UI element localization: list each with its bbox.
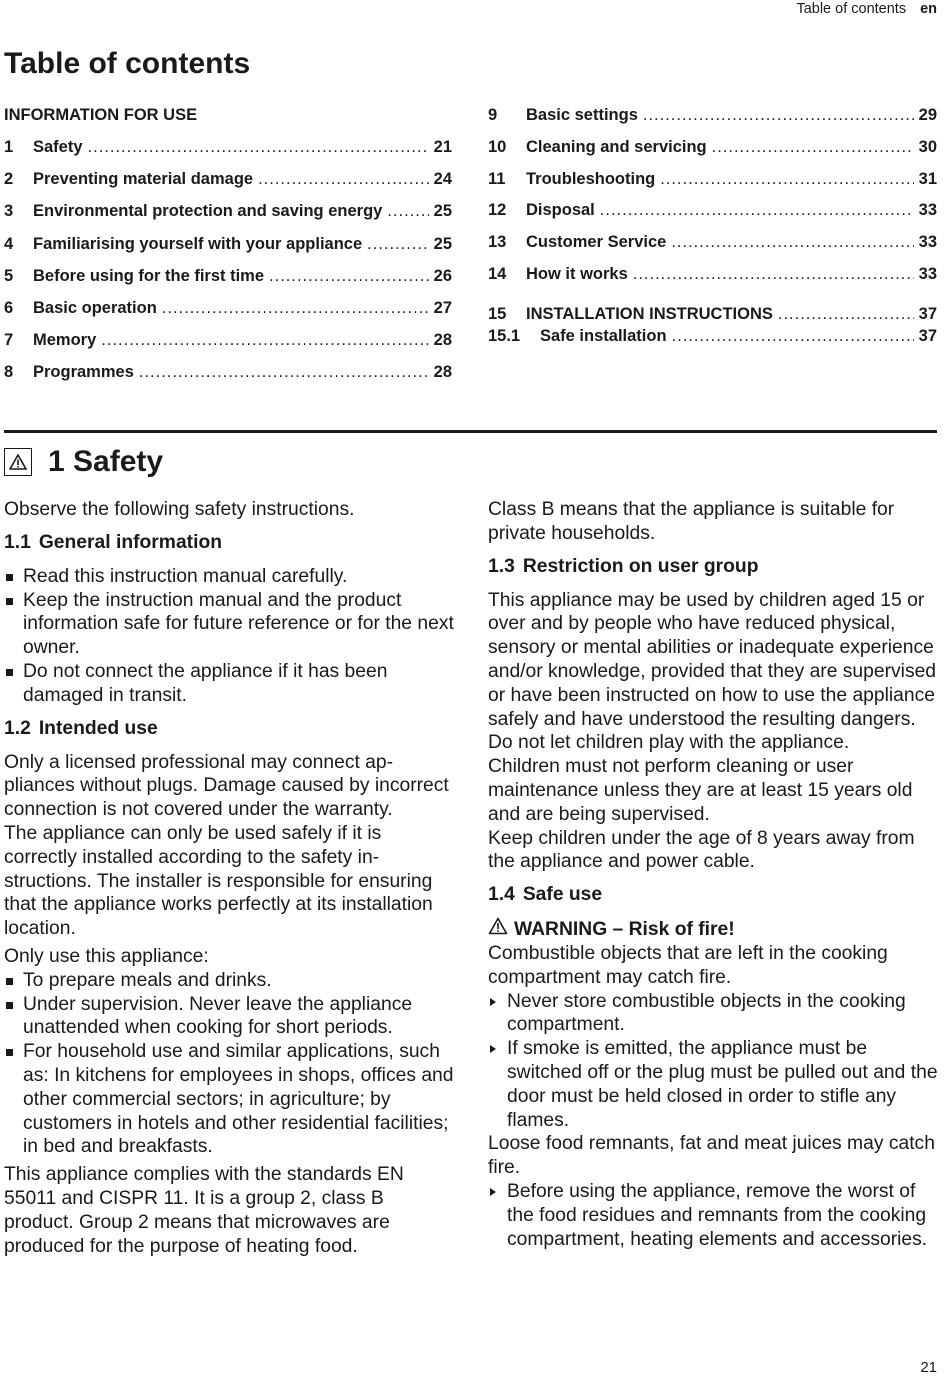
toc-entry[interactable]	[488, 230, 937, 254]
instruction-step: Before using the appliance, remove the worst of the food residues and remnants from the cooking compartment, heating elements and accessories.	[488, 1180, 938, 1251]
heading-number: 1.4	[488, 884, 515, 906]
heading-text: Restriction on user group	[522, 555, 759, 577]
toc-entry-installation[interactable]	[488, 303, 937, 325]
class-b-paragraph: Class B means that the appliance is suitable for private households.	[488, 499, 895, 544]
language-code: en	[920, 1, 937, 17]
instruction-step: Never store combustible objects in the cooking compartment.	[488, 990, 938, 1038]
toc-entry-page: 25	[433, 202, 452, 221]
toc-title: Table of contents	[4, 47, 251, 80]
toc-entry-number: 1	[4, 138, 14, 156]
toc-leader-dots	[258, 167, 429, 191]
restriction-paragraph: This appliance may be used by children aged 15 or over and by people who have reduced physical, sensory or mental abilities or inadequate experience and/or knowledge, provided that they are supervised or have been instructed on how to use the appliance safely and have understood the resulting dangers.	[488, 589, 937, 730]
toc-entry-number: 9	[488, 106, 498, 124]
intended-use-paragraph: The appliance can only be used safely if it is correctly installed according to the safety instructions. The installer is responsible for ensuring that the appliance works perfectly at its installation location.	[4, 822, 433, 940]
heading-text: Intended use	[38, 717, 158, 739]
toc-entry-page: 24	[433, 170, 452, 189]
toc-entry[interactable]	[488, 135, 937, 159]
intended-use-paragraph: Only a licensed professional may connect appliances without plugs. Damage caused by incorrect connection is not covered under the warranty.	[4, 751, 449, 821]
toc-leader-dots	[672, 325, 914, 347]
toc-entry-page: 37	[918, 326, 937, 345]
toc-entry[interactable]	[488, 167, 937, 191]
toc-leader-dots	[600, 198, 914, 222]
restriction-paragraph: Keep children under the age of 8 years away from the appliance and power cable.	[488, 827, 915, 873]
heading-intended-use	[4, 717, 456, 741]
list-item: Keep the instruction manual and the product information safe for future reference or for the next owner.	[4, 589, 456, 660]
body-left-column	[4, 498, 456, 1258]
toc-leader-dots	[387, 199, 428, 223]
toc-entry-page: 29	[918, 106, 937, 124]
food-remnants-instructions	[488, 1180, 938, 1251]
toc-entry-page: 25	[433, 234, 452, 253]
toc-entry[interactable]	[488, 103, 937, 127]
toc-entry-number: 15	[488, 304, 507, 323]
toc-entry-title: Before using for the first time	[33, 266, 265, 285]
toc-entry-page: 31	[918, 169, 937, 188]
toc-entry-title: Safe installation	[540, 326, 667, 345]
warning-triangle-icon	[4, 448, 32, 476]
heading-text: Safe use	[522, 884, 603, 906]
heading-text: General information	[38, 531, 223, 553]
toc-entry-title: Customer Service	[526, 233, 667, 252]
heading-number: 1.1	[4, 531, 31, 553]
safety-heading	[4, 442, 163, 482]
toc-entry-title: Memory	[33, 331, 97, 350]
toc-entry[interactable]	[4, 296, 452, 320]
toc-leader-dots	[778, 303, 914, 325]
toc-entry-number: 3	[4, 202, 14, 221]
toc-entry[interactable]	[4, 199, 452, 223]
toc-leader-dots	[162, 296, 429, 320]
toc-entry-page: 33	[918, 264, 937, 283]
safety-number: 1	[48, 445, 65, 478]
toc-leader-dots	[633, 262, 914, 286]
heading-safe-use	[488, 883, 938, 907]
safety-title-text: Safety	[73, 445, 164, 478]
toc-entry-title: How it works	[526, 264, 628, 283]
toc-section-label: INFORMATION FOR USE	[4, 106, 198, 124]
safety-intro: Observe the following safety instructions.	[4, 499, 355, 520]
toc-entry-page: 33	[918, 201, 937, 220]
toc-entry-page: 26	[433, 266, 452, 285]
fire-instructions-list	[488, 990, 938, 1133]
toc-entry[interactable]	[4, 167, 452, 191]
toc-subentry-safe-installation[interactable]	[488, 325, 937, 347]
toc-entry-number: 10	[488, 137, 507, 156]
toc-entry-number: 4	[4, 234, 14, 253]
only-use-label: Only use this appliance:	[4, 945, 209, 967]
toc-entry-title: Troubleshooting	[526, 169, 656, 188]
toc-entry-page: 28	[433, 363, 452, 382]
toc-leader-dots	[101, 328, 428, 352]
toc-entry-page: 37	[918, 304, 937, 323]
toc-entry-title: Preventing material damage	[33, 170, 254, 189]
intended-use-list	[4, 969, 456, 1159]
food-remnants-paragraph: Loose food remnants, fat and meat juices may catch fire.	[488, 1133, 935, 1179]
toc-entry-page: 30	[918, 137, 937, 156]
body-right-column	[488, 498, 938, 1251]
toc-entry[interactable]	[4, 232, 452, 256]
toc-entry[interactable]	[4, 135, 452, 159]
toc-entry-title: Environmental protection and saving energy	[33, 202, 383, 221]
toc-entry-title: Programmes	[33, 363, 134, 382]
section-divider	[4, 430, 937, 433]
toc-leader-dots	[643, 103, 914, 127]
toc-entry-number: 13	[488, 233, 507, 252]
toc-entry-number: 5	[4, 266, 14, 285]
heading-restriction-user-group	[488, 555, 938, 579]
list-item: For household use and similar applications, such as: In kitchens for employees in shops, offices and other commercial sectors; in agriculture; by customers in hotels and other residential facilities; in bed and breakfasts.	[4, 1040, 456, 1159]
toc-entry[interactable]	[4, 360, 452, 384]
safety-title	[48, 442, 163, 482]
toc-entry-number: 7	[4, 331, 14, 350]
toc-entry[interactable]	[488, 198, 937, 222]
restriction-paragraph: Do not let children play with the appliance.	[488, 732, 850, 754]
toc-entry[interactable]	[4, 264, 452, 288]
toc-spacer	[488, 294, 937, 303]
running-header	[796, 0, 937, 18]
warning-title-text: WARNING – Risk of fire!	[514, 918, 735, 940]
fire-warning-title	[488, 917, 938, 942]
toc-entry-number: 15.1	[488, 326, 521, 345]
toc-entry-number: 8	[4, 363, 14, 382]
toc-leader-dots	[88, 135, 429, 159]
toc-entry-title: Safety	[33, 138, 83, 156]
warning-triangle-icon	[488, 917, 508, 942]
toc-entry-title: INSTALLATION INSTRUCTIONS	[526, 304, 773, 323]
toc-entry-page: 33	[918, 233, 937, 252]
heading-number: 1.2	[4, 717, 31, 739]
heading-general-information	[4, 531, 456, 555]
page-number: 21	[920, 1359, 937, 1376]
toc-right-column	[488, 103, 937, 347]
toc-leader-dots	[139, 360, 429, 384]
toc-entry-number: 12	[488, 201, 507, 220]
toc-entry-number: 14	[488, 264, 507, 283]
toc-entry[interactable]	[4, 328, 452, 352]
general-information-list	[4, 565, 456, 708]
toc-entry-page: 21	[433, 138, 452, 156]
warning-text: Combustible objects that are left in the cooking compartment may catch fire.	[488, 942, 888, 988]
toc-leader-dots	[671, 230, 913, 254]
list-item: Under supervision. Never leave the appliance unattended when cooking for short periods.	[4, 993, 456, 1041]
toc-leader-dots	[367, 232, 428, 256]
toc-entry-title: Familiarising yourself with your appliance	[33, 234, 363, 253]
list-item: Read this instruction manual carefully.	[4, 565, 456, 589]
running-header-section: Table of contents	[796, 1, 907, 17]
standards-paragraph: This appliance complies with the standards EN 55011 and CISPR 11. It is a group 2, class B product. Group 2 means that microwaves are produced for the purpose of heating food.	[4, 1164, 404, 1257]
toc-left-column	[4, 103, 452, 393]
toc-entry[interactable]	[488, 262, 937, 286]
toc-entry-title: Disposal	[526, 201, 595, 220]
instruction-step: If smoke is emitted, the appliance must be switched off or the plug must be pulled out and the door must be held closed in order to stifle any flames.	[488, 1037, 938, 1132]
toc-entry-number: 2	[4, 170, 14, 189]
toc-leader-dots	[660, 167, 913, 191]
list-item: Do not connect the appliance if it has been damaged in transit.	[4, 660, 456, 708]
toc-entry-title: Basic operation	[33, 298, 157, 317]
toc-entry-number: 11	[488, 169, 506, 188]
toc-entry-page: 28	[433, 331, 452, 350]
toc-entry-title: Cleaning and servicing	[526, 137, 707, 156]
list-item: To prepare meals and drinks.	[4, 969, 456, 993]
toc-entry-number: 6	[4, 298, 14, 317]
toc-entry-title: Basic settings	[526, 106, 638, 124]
toc-leader-dots	[712, 135, 914, 159]
toc-leader-dots	[269, 264, 429, 288]
restriction-paragraph: Children must not perform cleaning or user maintenance unless they are at least 15 years old and are being supervised.	[488, 756, 913, 825]
heading-number: 1.3	[488, 555, 515, 577]
toc-entry-page: 27	[433, 298, 452, 317]
